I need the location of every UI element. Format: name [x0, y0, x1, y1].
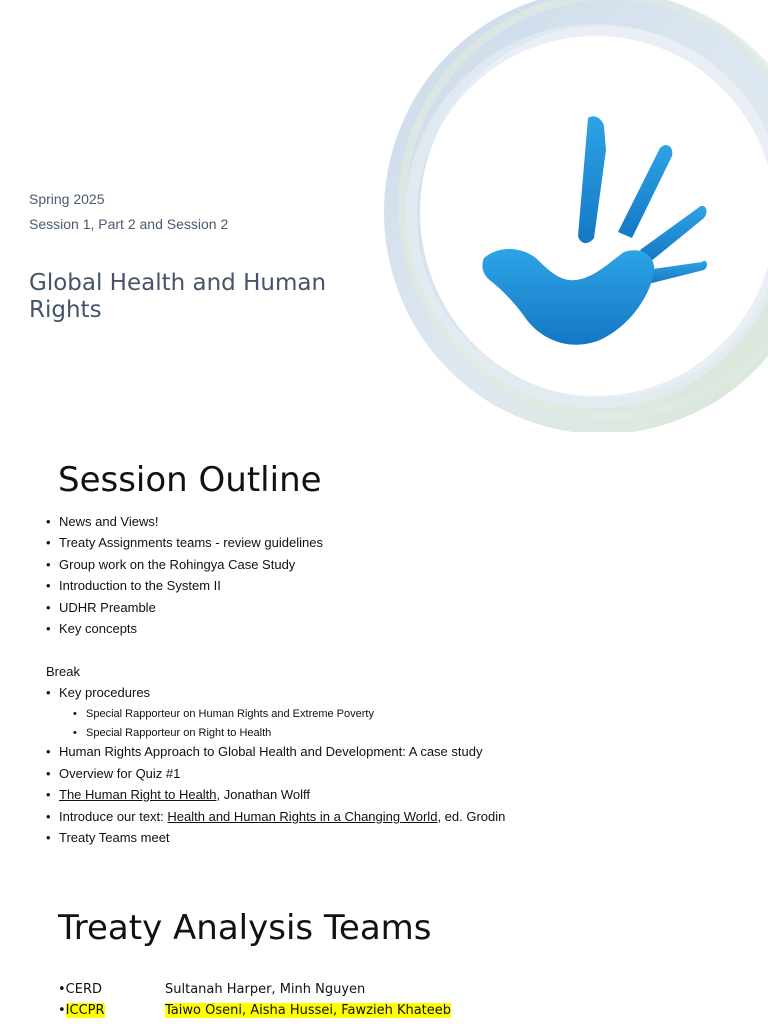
break-label: Break	[46, 664, 80, 679]
dove-hand-logo	[482, 116, 707, 344]
text-link[interactable]: Health and Human Rights in a Changing World	[167, 809, 438, 824]
teams-slide: Treaty Analysis Teams •CERD Sultanah Harper, Minh Nguyen •ICCPR Taiwo Oseni, Aisha Hussei, Fawzieh Khateeb	[0, 884, 768, 1024]
outline-title: Session Outline	[58, 460, 322, 500]
slide-session: Session 1, Part 2 and Session 2	[29, 216, 229, 232]
teams-title: Treaty Analysis Teams	[58, 908, 432, 948]
team-members: Sultanah Harper, Minh Nguyen	[165, 982, 366, 997]
wolff-link[interactable]: The Human Right to Health	[59, 787, 217, 802]
team-treaty: ICCPR	[65, 1003, 105, 1018]
title-slide	[0, 0, 768, 432]
team-members: Taiwo Oseni, Aisha Hussei, Fawzieh Khateeb	[165, 1003, 452, 1018]
outline-slide: Session Outline • News and Views! • Treaty Assignments teams - review guidelines • Group work on the Rohingya Case Study • Introduction to the System II • UDHR Preamble • Key concepts Break • Key procedures • Special Rapporteur on Human Rights and Extreme Poverty • Special Rapporteur on Right to Health • Human Rights Approach to Global Health and Development: A case study • Overview for Quiz #1 • The Human Right to Health, Jonathan Wolff • Introduce our text: Health and Human Rights in a Changing World, ed. Grodin • Treaty Teams meet	[0, 442, 768, 874]
slide-title: Global Health and Human Rights	[29, 270, 327, 323]
human-rights-logo	[380, 0, 768, 432]
slide-term: Spring 2025	[29, 191, 105, 207]
team-treaty: CERD	[65, 982, 103, 997]
